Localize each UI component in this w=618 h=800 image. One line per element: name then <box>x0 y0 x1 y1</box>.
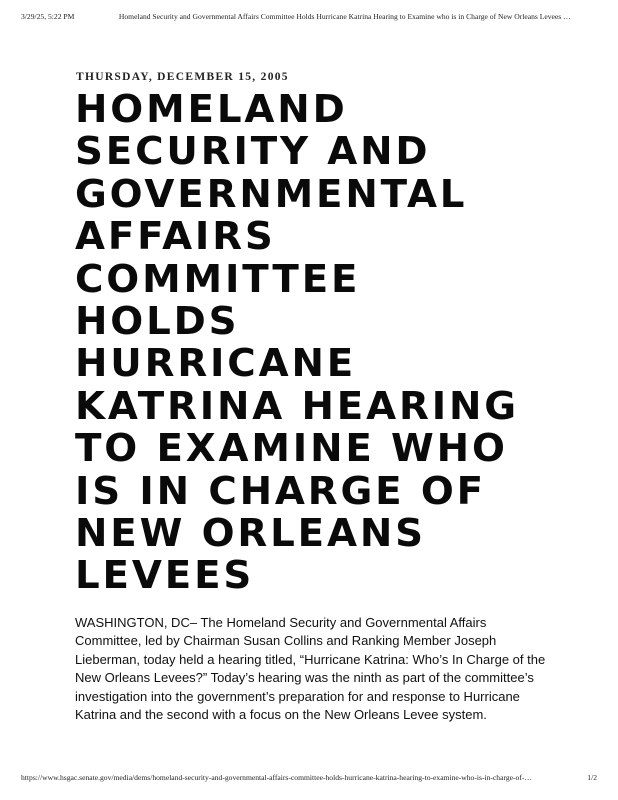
headline-line: NEW ORLEANS <box>75 511 426 556</box>
headline-line: LEVEES <box>75 553 255 598</box>
article-headline <box>75 88 585 597</box>
print-timestamp: 3/29/25, 5:22 PM <box>21 12 75 21</box>
headline-line: IS IN CHARGE OF <box>75 468 486 513</box>
headline-line: SECURITY AND <box>75 129 431 174</box>
print-header <box>21 12 597 21</box>
article-date: THURSDAY, DECEMBER 15, 2005 <box>76 71 289 83</box>
page-number: 1/2 <box>587 773 597 782</box>
headline-line: AFFAIRS <box>75 214 276 259</box>
headline-line: COMMITTEE <box>75 256 361 301</box>
print-page-title: Homeland Security and Governmental Affairs Committee Holds Hurricane Katrina Hearing to Examine who is in Charge of New Orleans Levees … <box>118 12 571 21</box>
article-body: WASHINGTON, DC– The Homeland Security and Governmental Affairs Committee, led by Chairman Susan Collins and Ranking Member Joseph Lieberman, today held a hearing titled, “Hurricane Katrina: Who’s In Charge of the New Orleans Levees?” Today’s hearing was the ninth as part of the committee’s investigation into the government’s preparation for and response to Hurricane Katrina and the second with a focus on the New Orleans Levee system. <box>75 615 546 723</box>
headline-line: HURRICANE <box>75 341 357 386</box>
headline-line: TO EXAMINE WHO <box>75 426 508 471</box>
headline-line: GOVERNMENTAL <box>75 171 468 216</box>
headline-line: HOMELAND <box>75 87 348 131</box>
print-footer <box>21 773 597 784</box>
headline-line: KATRINA HEARING <box>75 383 519 428</box>
source-url-link[interactable]: https://www.hsgac.senate.gov/media/dems/homeland-security-and-governmental-affairs-committee-holds-hurricane-katrina-hearing-to-examine-who-is-in-charge-of-… <box>21 773 532 782</box>
headline-line: HOLDS <box>75 299 240 344</box>
